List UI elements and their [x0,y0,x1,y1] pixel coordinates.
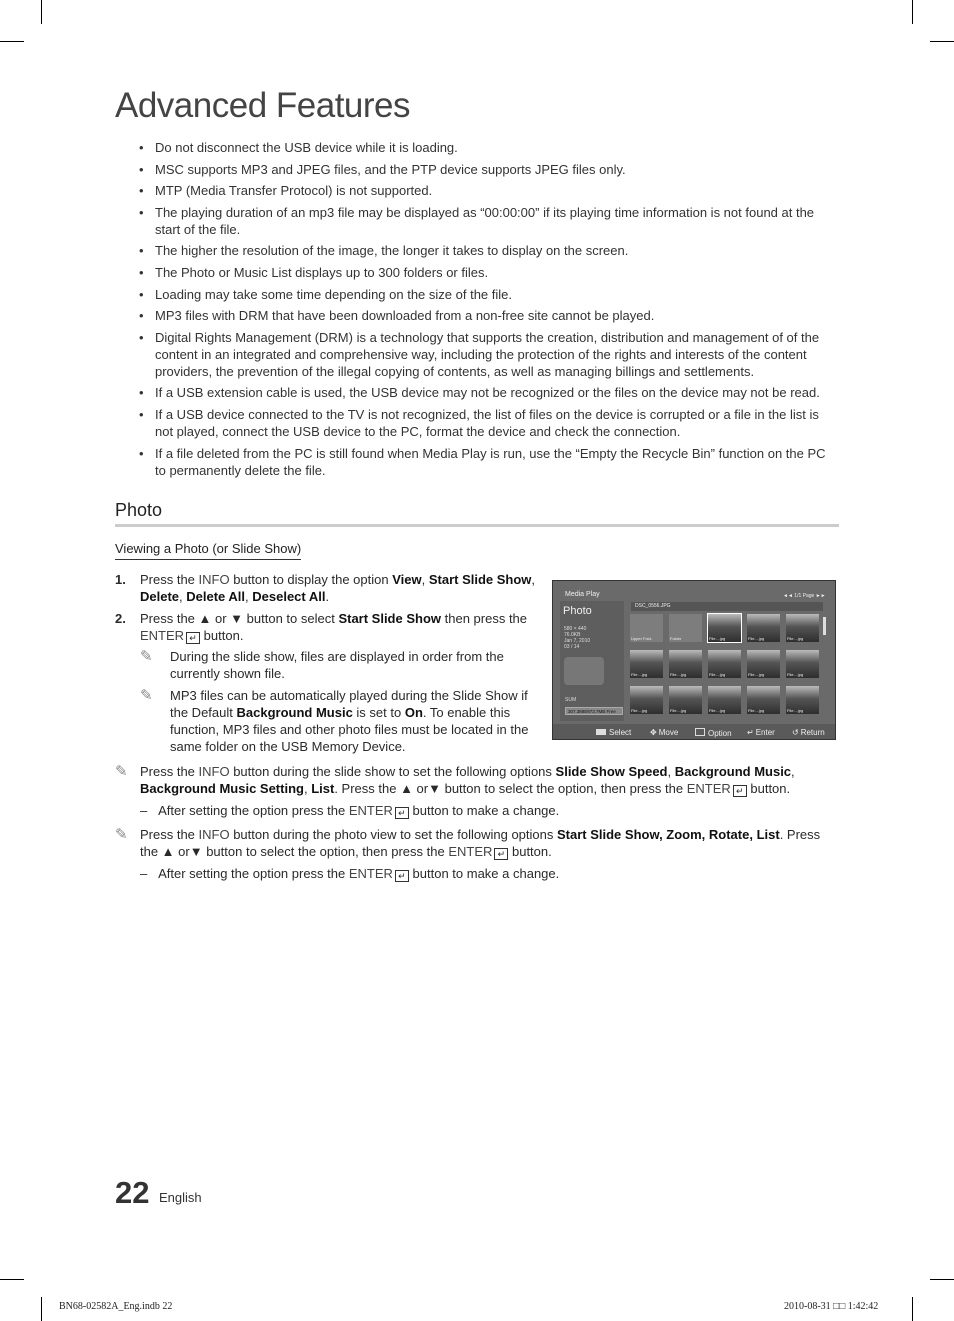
dash-note-2 [140,865,830,882]
thumb-label: File....jpg [631,672,648,677]
footer-file: BN68-02582A_Eng.indb 22 [59,1301,173,1312]
scrollbar[interactable] [823,617,826,635]
text: , [179,589,187,604]
photo-thumbnail[interactable] [630,686,663,714]
info-note-1 [115,763,839,797]
enter-key: ENTER [348,803,393,818]
thumb-label: Upper Fold.. [631,636,654,641]
note-text [140,826,839,860]
text: button to make a change. [408,803,560,818]
enter-icon: ↵ [733,785,747,797]
text: , [303,781,312,796]
thumb-label: File....jpg [709,636,726,641]
photo-thumbnail[interactable] [708,614,741,642]
thumb-label: File....jpg [787,636,804,641]
enter-icon: ↵ [186,632,200,644]
step-2-note-2 [140,687,540,755]
page-number: 22 [115,1175,150,1210]
tv-screenshot [552,580,836,740]
option: Start Slide Show [428,572,532,587]
step-2 [115,610,540,644]
text: , [667,764,675,779]
page-indicator: ◄◄ 1/1 Page ►► [783,593,826,599]
text: . Press the ▲ or▼ button to select the option, then press the [334,781,687,796]
note-text [170,687,540,755]
text: After setting the option press the [158,866,349,881]
photo-thumbnail[interactable] [669,650,702,678]
step-1 [115,571,540,605]
note-text [140,763,839,797]
enter-icon: ↵ [747,728,754,737]
tools-icon [695,728,705,736]
text: . [325,589,330,604]
text: Press the [140,572,199,587]
footer-timestamp: 2010-08-31 □□ 1:42:42 [784,1301,879,1312]
list-item: • If a USB device connected to the TV is not recognized, the list of files on the device is corrupted or a file in the list is not played, connect the USB device to the PC, format the device and check the connection. [139,406,839,440]
thumb-label: File....jpg [670,708,687,713]
step-number: 1. [115,572,126,587]
pencil-icon: ✎ [140,687,153,704]
camera-icon [564,657,604,685]
enter-key: ENTER [348,866,393,881]
text: MP3 files can be automatically played during the Slide Show if the Default [170,688,528,720]
list-item: • Do not disconnect the USB device while it is loading. [139,139,839,156]
info-key: INFO [198,572,230,587]
crop-mark [41,0,42,24]
pencil-icon: ✎ [115,763,128,780]
subheading: Viewing a Photo (or Slide Show) [115,541,301,560]
text: then press the [441,611,528,626]
list-item: • MP3 files with DRM that have been downloaded from a non-free site cannot be played. [139,307,839,324]
photo-thumbnail[interactable] [708,650,741,678]
text: button. [508,844,552,859]
text: , [245,589,253,604]
list-item: • Digital Rights Management (DRM) is a technology that supports the creation, distribution and management of of the content in an integrated and comprehensive way, including the protection of the rights and interests of the content providers, the prevention of the illegal copying of contents, as well as managing billings and settlements. [139,329,839,380]
thumb-label: File....jpg [787,708,804,713]
text: is set to [352,705,405,720]
return-control [792,728,825,737]
text: button to make a change. [408,866,560,881]
crop-mark [41,1297,42,1321]
option: Deselect All [252,589,326,604]
text: button during the photo view to set the following options [229,827,557,842]
photo-thumbnail[interactable] [786,614,819,642]
section-heading: Photo [115,500,839,527]
text: . To enable this function, MP3 files and other photo files must be located in the same folder on the USB Memory Device. [170,705,529,754]
option: Background Music Setting [140,781,304,796]
list-item: • The Photo or Music List displays up to 300 folders or files. [139,264,839,281]
button-a-icon [596,729,606,735]
crop-mark [912,1297,913,1321]
option: Start Slide Show, Zoom, Rotate, List [556,827,780,842]
move-control [650,728,678,737]
step-text [140,571,540,605]
text: button during the slide show to set the following options [229,764,556,779]
step-text [140,610,540,644]
dash-note-1 [140,802,830,819]
option: View [392,572,422,587]
enter-icon: ↵ [494,848,508,860]
photo-thumbnail[interactable] [669,686,702,714]
dash: – [140,866,159,881]
enter-key: ENTER [448,844,493,859]
text: button to display the option [229,572,393,587]
photo-thumbnail[interactable] [708,686,741,714]
crop-mark [912,0,913,24]
storage-bar: 307.3MB/973.7MB Free [565,707,623,715]
list-item: • The playing duration of an mp3 file may be displayed as “00:00:00” if its playing time information is not found at the start of the file. [139,204,839,238]
thumb-label: File....jpg [748,636,765,641]
option: Background Music [674,764,792,779]
thumb-label: File....jpg [787,672,804,677]
photo-thumbnail[interactable] [630,650,663,678]
move-label: Move [658,728,679,737]
text: After setting the option press the [158,803,349,818]
return-icon: ↺ [792,728,799,737]
control-bar [553,724,836,740]
option: On [404,705,423,720]
list-item: • The higher the resolution of the image, the longer it takes to display on the screen. [139,242,839,259]
photo-thumbnail[interactable] [747,614,780,642]
text: Press the [140,827,199,842]
enter-key: ENTER [140,628,185,643]
option: Start Slide Show [338,611,442,626]
list-item: • Loading may take some time depending on the size of the file. [139,286,839,303]
list-item: • If a USB extension cable is used, the USB device may not be recognized or the files on the device may not be read. [139,384,839,401]
info-key: INFO [198,827,230,842]
thumb-label: File....jpg [631,708,648,713]
text: button. [200,628,244,643]
step-2-note-1 [140,648,540,682]
crop-mark [0,41,24,42]
text: Press the [140,764,199,779]
folder-thumbnail[interactable] [669,614,702,642]
step-number: 2. [115,611,126,626]
option: Slide Show Speed [555,764,668,779]
enter-label: Enter [755,728,775,737]
folder-thumbnail[interactable] [630,614,663,642]
sum-label: SUM [565,697,577,703]
option: Delete All [186,589,246,604]
text: , [531,572,536,587]
option-control [695,728,732,738]
option: List [311,781,335,796]
text: , [421,572,429,587]
notes-list [139,139,839,483]
list-item: • MSC supports MP3 and JPEG files, and the PTP device supports JPEG files only. [139,161,839,178]
thumb-label: File....jpg [709,708,726,713]
move-icon: ✥ [650,728,657,737]
text: Press the ▲ or ▼ button to select [140,611,339,626]
info-key: INFO [198,764,230,779]
photo-thumbnail[interactable] [786,650,819,678]
enter-control [747,728,775,737]
list-item: • MTP (Media Transfer Protocol) is not supported. [139,182,839,199]
option: Delete [140,589,180,604]
file-info: 580 × 440 76.0KB Jan 7, 2010 03 / 14 [564,626,591,650]
option-label: Option [708,729,732,738]
photo-thumbnail[interactable] [747,686,780,714]
pencil-icon: ✎ [115,826,128,843]
page-title: Advanced Features [115,86,411,125]
crop-mark [0,1279,24,1280]
text: button. [746,781,791,796]
dash: – [140,803,159,818]
enter-icon: ↵ [395,807,409,819]
return-label: Return [800,728,825,737]
file-name: DSC_0556.JPG [631,602,823,611]
media-play-logo: Media Play [565,591,600,598]
list-item: • If a file deleted from the PC is still found when Media Play is run, use the “Empty the Recycle Bin” function on the PC to permanently delete the file. [139,445,839,479]
crop-mark [930,41,954,42]
info-note-2 [115,826,839,860]
language-label: English [159,1190,202,1205]
select-control [596,728,631,737]
photo-thumbnail[interactable] [786,686,819,714]
panel-title: Photo [563,605,592,617]
select-label: Select [609,728,632,737]
thumb-label: Folder [670,636,682,641]
text: , [791,764,795,779]
thumb-label: File....jpg [748,708,765,713]
enter-key: ENTER [686,781,731,796]
thumb-label: File....jpg [748,672,765,677]
enter-icon: ↵ [395,870,409,882]
thumb-label: File....jpg [670,672,687,677]
thumb-label: File....jpg [709,672,726,677]
note-text: During the slide show, files are displayed in order from the currently shown file. [170,649,504,681]
text: . Press the ▲ or▼ button to select the option, then press the [140,827,821,859]
option: Background Music [236,705,353,720]
photo-thumbnail[interactable] [747,650,780,678]
crop-mark [930,1279,954,1280]
pencil-icon: ✎ [140,648,153,665]
